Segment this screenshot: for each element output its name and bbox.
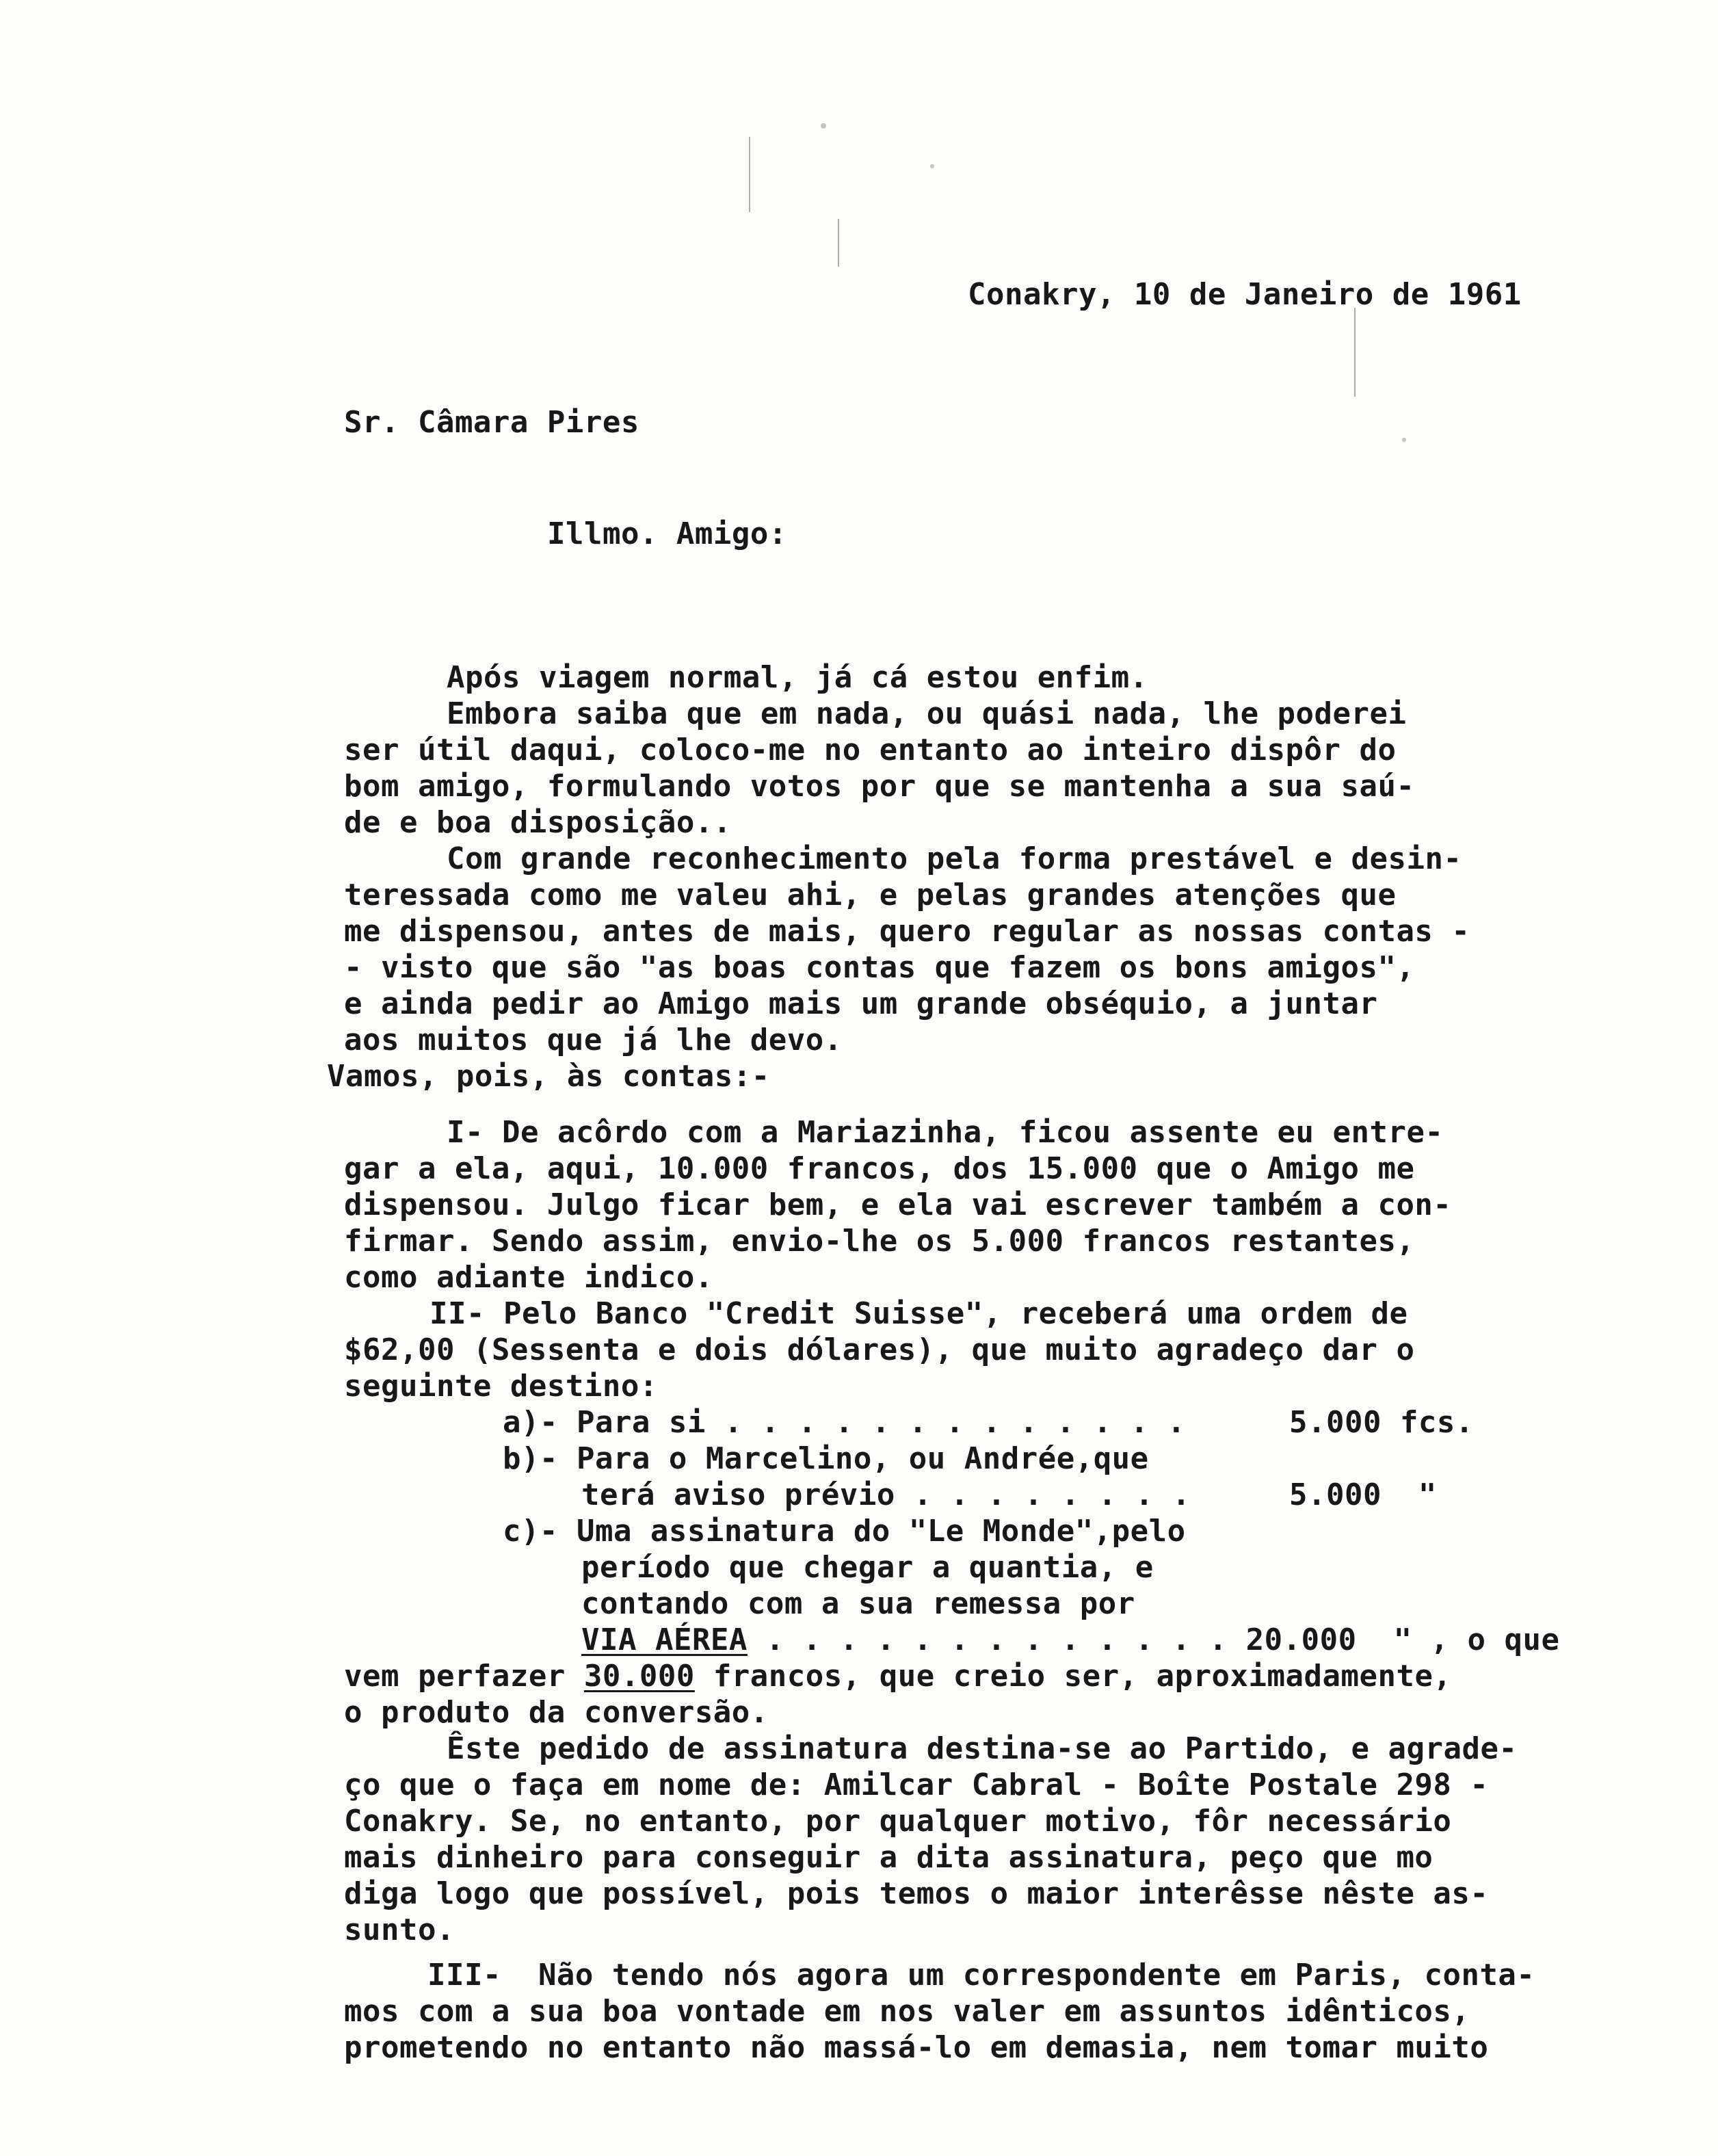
list-item-c: c)- Uma assinatura do "Le Monde",pelo <box>503 1514 1186 1549</box>
via-aerea-underlined: VIA AÉREA <box>581 1622 748 1657</box>
paper-speck <box>1402 438 1406 442</box>
item-i-line: dispensou. Julgo ficar bem, e ela vai escrever também a con- <box>344 1187 1452 1222</box>
list-item-b-cont: terá aviso prévio . . . . . . . . <box>581 1477 1191 1512</box>
list-item-c-last <box>581 1622 1560 1658</box>
total-line-2: o produto da conversão. <box>344 1695 769 1730</box>
paper-speck <box>821 123 826 129</box>
paragraph-thanks-line: teressada como me valeu ahi, e pelas grandes atenções que <box>344 878 1397 912</box>
item-iii-line: mos com a sua boa vontade em nos valer em assuntos idênticos, <box>344 1994 1470 2029</box>
subscription-para-line: sunto. <box>344 1912 455 1947</box>
item-i-line: firmar. Sendo assim, envio-lhe os 5.000 francos restantes, <box>344 1224 1415 1259</box>
paragraph-offer-line: de e boa disposição.. <box>344 805 732 840</box>
item-ii-line: II- Pelo Banco "Credit Suisse", receberá uma ordem de <box>430 1296 1408 1331</box>
list-item-c-amount: . . . . . . . . . . . . . 20.000 " , o que <box>747 1622 1560 1657</box>
item-i-line: gar a ela, aqui, 10.000 francos, dos 15.000 que o Amigo me <box>344 1151 1415 1186</box>
paragraph-thanks-line: - visto que são "as boas contas que fazem os bons amigos", <box>344 950 1415 985</box>
paragraph-offer-line: ser útil daqui, coloco-me no entanto ao inteiro dispôr do <box>344 733 1397 767</box>
item-ii-line: $62,00 (Sessenta e dois dólares), que muito agradeço dar o <box>344 1332 1415 1367</box>
paper-scratch-mark <box>749 137 750 212</box>
item-iii-line: prometendo no entanto não massá-lo em demasia, nem tomar muito <box>344 2030 1489 2065</box>
salutation: Illmo. Amigo: <box>547 516 787 551</box>
recipient-name: Sr. Câmara Pires <box>344 405 639 440</box>
total-line-start: vem perfazer <box>344 1659 584 1694</box>
subscription-para-line: diga logo que possível, pois temos o maior interêsse nêste as- <box>344 1876 1489 1911</box>
item-ii-line: seguinte destino: <box>344 1369 658 1404</box>
list-item-a-amount: 5.000 fcs. <box>1289 1405 1474 1440</box>
paper-speck <box>930 164 934 168</box>
total-line <box>344 1659 1451 1694</box>
list-item-b: b)- Para o Marcelino, ou Andrée,que <box>503 1441 1149 1476</box>
item-iii-line: III- Não tendo nós agora um correspondente em Paris, conta- <box>427 1958 1535 1993</box>
paragraph-offer-line: Embora saiba que em nada, ou quási nada, lhe poderei <box>447 696 1407 731</box>
paragraph-arrival: Após viagem normal, já cá estou enfim. <box>447 660 1148 695</box>
total-line-end: francos, que creio ser, aproximadamente, <box>694 1659 1452 1694</box>
subscription-para-line: Êste pedido de assinatura destina-se ao Partido, e agrade- <box>447 1731 1518 1766</box>
date-line: Conakry, 10 de Janeiro de 1961 <box>968 277 1522 312</box>
paragraph-thanks-line: Com grande reconhecimento pela forma prestável e desin- <box>447 841 1462 876</box>
paragraph-thanks-line: e ainda pedir ao Amigo mais um grande obséquio, a juntar <box>344 986 1378 1021</box>
subscription-para-line: ço que o faça em nome de: Amilcar Cabral - Boîte Postale 298 - <box>344 1767 1489 1802</box>
subscription-para-line: Conakry. Se, no entanto, por qualquer motivo, fôr necessário <box>344 1804 1452 1839</box>
paper-scratch-mark <box>1354 308 1356 397</box>
contas-heading: Vamos, pois, às contas:- <box>327 1059 770 1094</box>
paragraph-thanks-line: aos muitos que já lhe devo. <box>344 1023 843 1057</box>
item-i-line: I- De acôrdo com a Mariazinha, ficou assente eu entre- <box>447 1115 1444 1150</box>
paragraph-offer-line: bom amigo, formulando votos por que se mantenha a sua saú- <box>344 769 1415 804</box>
list-item-b-amount: 5.000 " <box>1289 1477 1437 1512</box>
total-amount-underlined: 30.000 <box>583 1659 695 1694</box>
paper-scratch-mark <box>838 219 839 267</box>
list-item-c-cont: contando com a sua remessa por <box>581 1586 1135 1621</box>
list-item-c-cont: período que chegar a quantia, e <box>581 1550 1154 1585</box>
subscription-para-line: mais dinheiro para conseguir a dita assinatura, peço que mo <box>344 1840 1433 1875</box>
list-item-a: a)- Para si . . . . . . . . . . . . . <box>503 1405 1186 1440</box>
paragraph-thanks-line: me dispensou, antes de mais, quero regular as nossas contas - <box>344 914 1470 949</box>
item-i-line: como adiante indico. <box>344 1260 713 1295</box>
